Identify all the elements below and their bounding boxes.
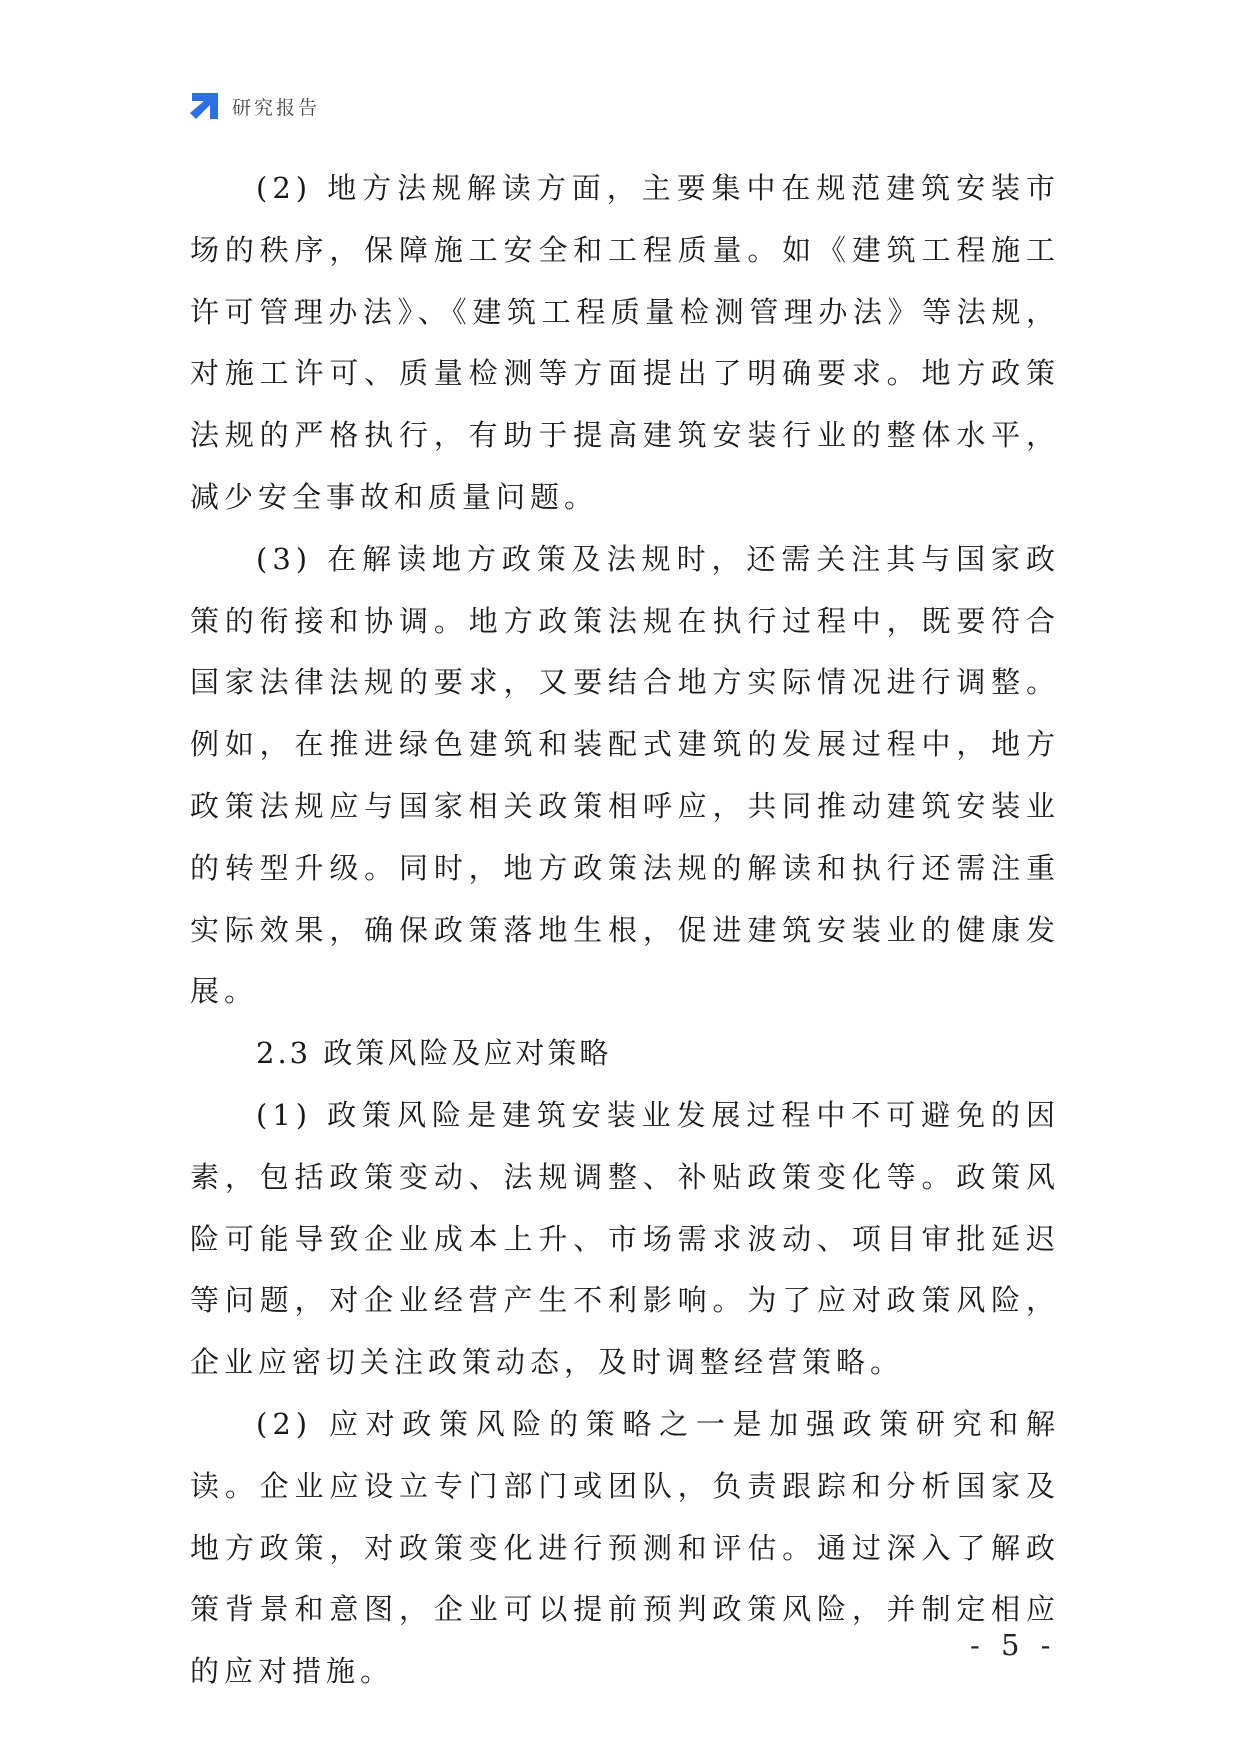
paragraph-local-regulations: (2) 地方法规解读方面，主要集中在规范建筑安装市场的秩序，保障施工安全和工程质量。如《建筑工程施工许可管理办法》、《建筑工程质量检测管理办法》等法规，对施工许可、质量检测等方面提出了明确要求。地方政策法规的严格执行，有助于提高建筑安装行业的整体水平，减少安全事故和质量问题。 (190, 171, 1060, 514)
report-label: 研究报告 (232, 96, 321, 119)
section-heading-policy-risk: 2.3 政策风险及应对策略 (256, 1036, 612, 1071)
document-body (190, 158, 1060, 1703)
arrow-up-right-icon (188, 89, 222, 123)
paragraph-national-coordination: (3) 在解读地方政策及法规时，还需关注其与国家政策的衔接和协调。地方政策法规在执行过程中，既要符合国家法律法规的要求，又要结合地方实际情况进行调整。例如，在推进绿色建筑和装配式建筑的发展过程中，地方政策法规应与国家相关政策相呼应，共同推动建筑安装业的转型升级。同时，地方政策法规的解读和执行还需注重实际效果，确保政策落地生根，促进建筑安装业的健康发展。 (190, 541, 1060, 1009)
paragraph-policy-risk: (1) 政策风险是建筑安装业发展过程中不可避免的因素，包括政策变动、法规调整、补贴政策变化等。政策风险可能导致企业成本上升、市场需求波动、项目审批延迟等问题，对企业经营产生不利影响。为了应对政策风险，企业应密切关注政策动态，及时调整经营策略。 (190, 1097, 1060, 1380)
page-number: - 5 - (970, 1628, 1057, 1662)
page-header (188, 88, 320, 124)
paragraph-risk-strategy: (2) 应对政策风险的策略之一是加强政策研究和解读。企业应设立专门部门或团队，负责跟踪和分析国家及地方政策，对政策变化进行预测和评估。通过深入了解政策背景和意图，企业可以提前预判政策风险，并制定相应的应对措施。 (190, 1406, 1060, 1689)
